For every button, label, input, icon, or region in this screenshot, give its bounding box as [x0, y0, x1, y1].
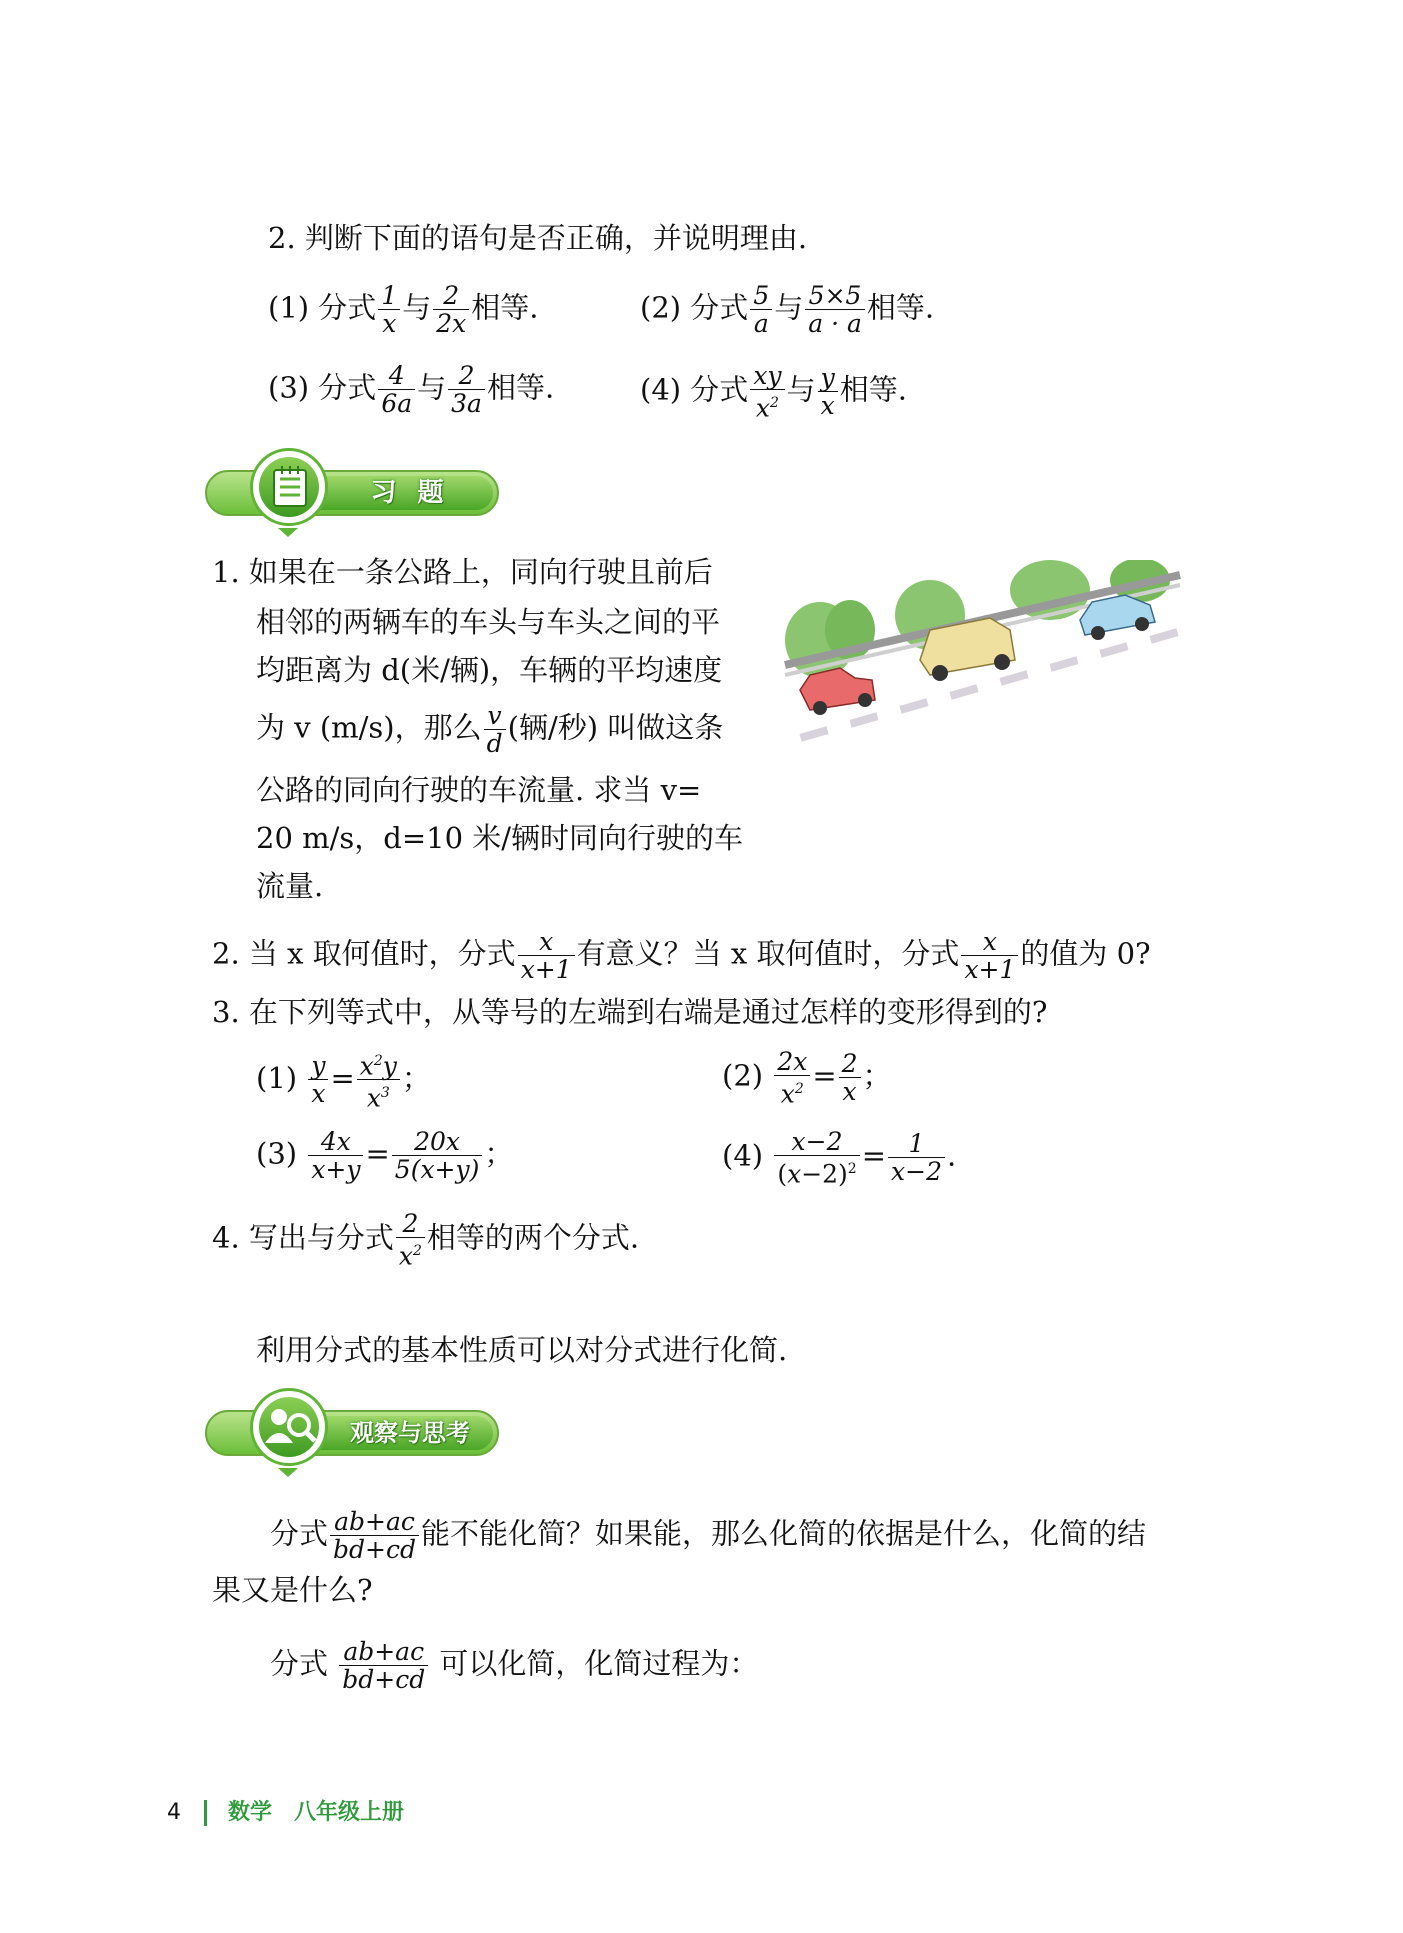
book-title: 数学 八年级上册	[228, 1800, 405, 1825]
exercise-1-line-2: 相邻的两辆车的车头与车头之间的平	[256, 605, 721, 639]
exercise-4: 4. 写出与分式 $\frac{2}{x^2}$ 相等的两个分式.	[212, 1209, 640, 1271]
equation-4: (4) $\frac{x-2}{(x-2)^2}$ = $\frac{1}{x-2}$ .	[722, 1127, 957, 1189]
observe-banner-label: 观察与思考	[350, 1419, 470, 1447]
exercise-banner-label: 习 题	[370, 478, 450, 508]
notepad-icon	[270, 465, 310, 509]
practice-item-2: 2. 判断下面的语句是否正确，并说明理由.	[268, 221, 808, 255]
practice-sub-4: (4) 分式 $\frac{xy}{x^2}$ 与 $\frac{y}{x}$ 相等.	[640, 361, 907, 423]
magnifier-person-icon	[263, 1405, 317, 1451]
practice-sub-2: (2) 分式 $\frac{5}{a}$ 与 $\frac{5\times 5}{a \cdot a}$ 相等.	[640, 281, 935, 338]
practice-sub-1: (1) 分式 $\frac{1}{x}$ 与 $\frac{2}{2x}$ 相等.	[268, 281, 539, 338]
equation-1: (1) $\frac{y}{x}$ = $\frac{x^2y}{x^3}$ ；	[256, 1048, 431, 1112]
question-line-2: 果又是什么?	[212, 1573, 373, 1607]
equation-3: (3) $\frac{4x}{x+y}$ = $\frac{20x}{5(x+y)}$ ；	[256, 1127, 514, 1184]
simplify-intro: 利用分式的基本性质可以对分式进行化简.	[256, 1333, 788, 1367]
equation-2: (2) $\frac{2x}{x^2}$ = $\frac{2}{x}$ ；	[722, 1047, 892, 1109]
question-line-1: 分式 $\frac{ab+ac}{bd+cd}$ 能不能化简？如果能，那么化简的依据是什么，化简的结	[270, 1507, 1146, 1564]
exercise-1-line-5: 公路的同向行驶的车流量. 求当 v=	[256, 773, 702, 807]
exercise-banner	[205, 448, 501, 538]
exercise-1-line-1: 1. 如果在一条公路上，同向行驶且前后	[212, 555, 713, 589]
exercise-2: 2. 当 x 取何值时，分式 $\frac{x}{x+1}$ 有意义？当 x 取何值时，分式 $\frac{x}{x+1}$ 的值为 0?	[212, 927, 1151, 984]
exercise-1-line-6: 20 m/s，d=10 米/辆时同向行驶的车	[256, 821, 744, 855]
exercise-1-line-4: 为 v (m/s)，那么 $\frac{v}{d}$ (辆/秒) 叫做这条	[256, 701, 724, 758]
traffic-road-icon	[780, 560, 1200, 760]
exercise-1-line-7: 流量.	[256, 869, 324, 903]
exercise-1-line-3: 均距离为 d(米/辆)，车辆的平均速度	[256, 653, 723, 687]
answer-line: 分式 $\frac{ab+ac}{bd+cd}$ 可以化简，化简过程为：	[270, 1637, 759, 1694]
page-number: 4	[167, 1800, 181, 1825]
practice-sub-3: (3) 分式 $\frac{4}{6a}$ 与 $\frac{2}{3a}$ 相等.	[268, 361, 555, 418]
observe-banner	[205, 1388, 501, 1478]
page-footer	[167, 1795, 404, 1826]
exercise-3: 3. 在下列等式中，从等号的左端到右端是通过怎样的变形得到的?	[212, 995, 1048, 1029]
